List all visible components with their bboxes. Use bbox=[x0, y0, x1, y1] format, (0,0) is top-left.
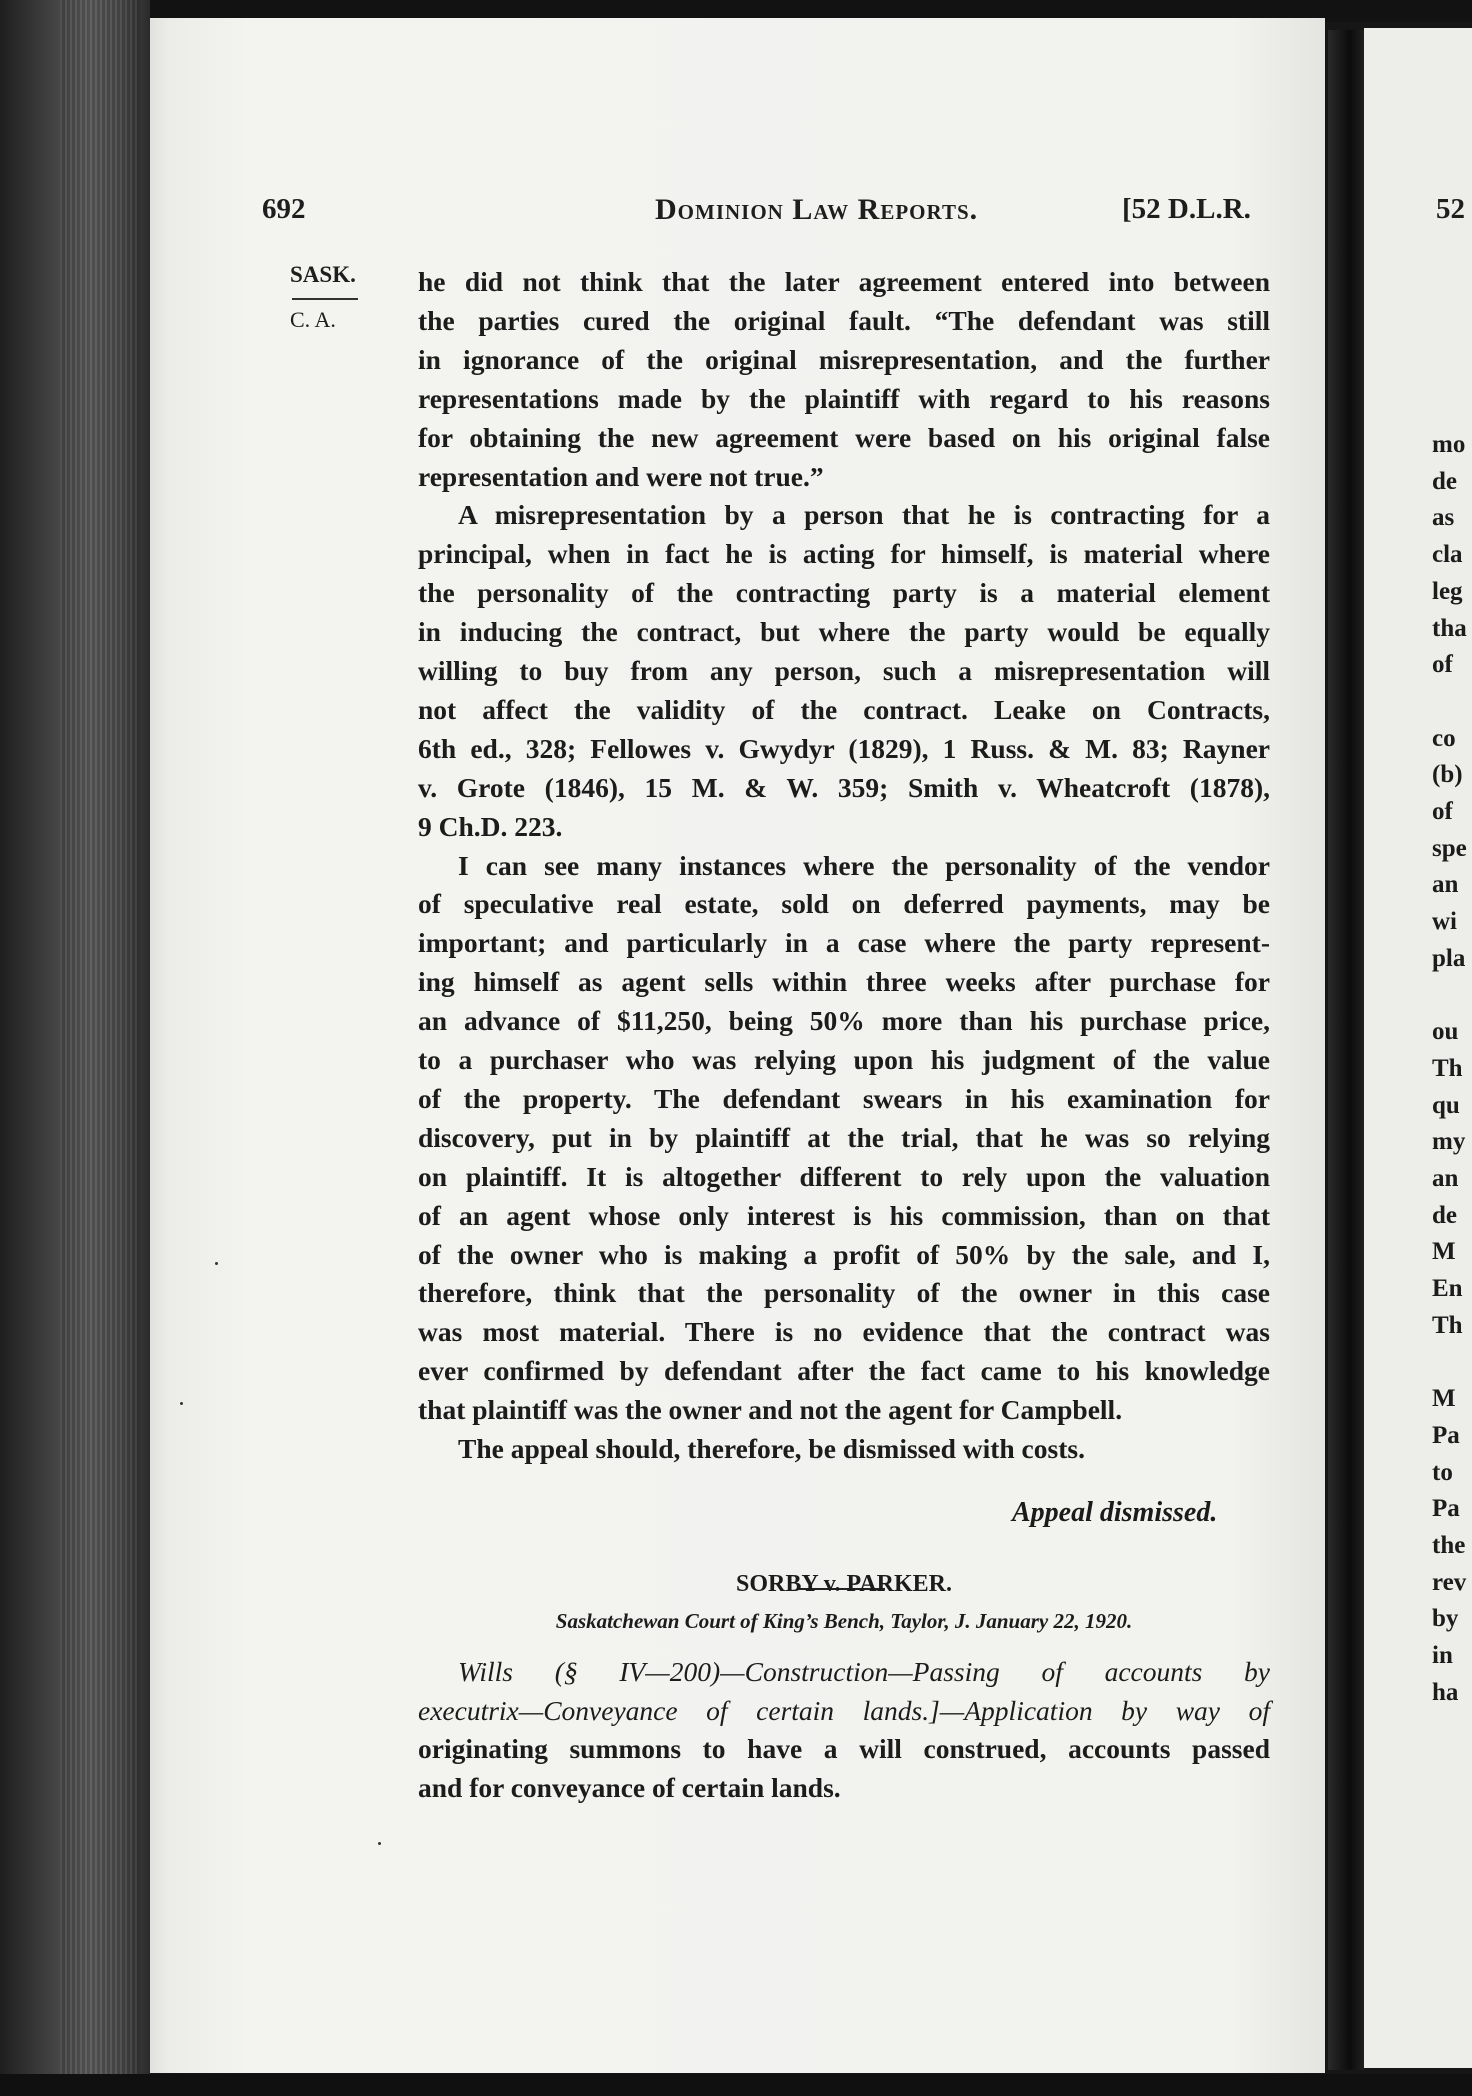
body-line: of an agent whose only interest is his commission, than on that bbox=[418, 1199, 1270, 1231]
facing-line-fragment: by bbox=[1432, 1605, 1459, 1633]
body-line: the personality of the contracting party is a material element bbox=[418, 577, 1270, 609]
facing-line-fragment: M bbox=[1432, 1238, 1456, 1266]
body-line: The appeal should, therefore, be dismissed with costs. bbox=[458, 1433, 1085, 1464]
scan-speck bbox=[378, 1842, 381, 1845]
facing-line-fragment: (b) bbox=[1432, 761, 1463, 789]
court-line: Saskatchewan Court of King’s Bench, Taylor, J. January 22, 1920. bbox=[555, 1609, 1133, 1633]
facing-line-fragment: as bbox=[1432, 504, 1455, 532]
facing-line-fragment: co bbox=[1432, 724, 1456, 752]
page-number: 692 bbox=[262, 193, 306, 225]
facing-line-fragment: tha bbox=[1432, 614, 1467, 642]
body-line: an advance of $11,250, being 50% more than his purchase price, bbox=[418, 1005, 1270, 1037]
scan-speck bbox=[180, 1402, 183, 1405]
facing-line-fragment: rev bbox=[1432, 1568, 1467, 1596]
facing-line-fragment: spe bbox=[1432, 834, 1467, 862]
volume-reference: [52 D.L.R. bbox=[1122, 193, 1251, 225]
facing-line-fragment: qu bbox=[1432, 1091, 1460, 1119]
running-title: Dominion Law Reports. bbox=[655, 193, 979, 226]
body-line: ing himself as agent sells within three weeks after purchase for bbox=[418, 966, 1270, 998]
facing-line-fragment: my bbox=[1432, 1128, 1466, 1156]
body-line: discovery, put in by plaintiff at the trial, that he was so relying bbox=[418, 1121, 1270, 1153]
body-line: A misrepresentation by a person that he is contracting for a bbox=[458, 499, 1270, 531]
facing-line-fragment: cla bbox=[1432, 541, 1463, 569]
body-line: that plaintiff was the owner and not the agent for Campbell. bbox=[418, 1394, 1123, 1426]
spine-texture bbox=[60, 0, 140, 2096]
facing-line-fragment: to bbox=[1432, 1458, 1453, 1486]
facing-line-fragment: leg bbox=[1432, 577, 1463, 605]
facing-line-fragment: Th bbox=[1432, 1054, 1463, 1082]
body-line: not affect the validity of the contract. Leake on Contracts, bbox=[418, 693, 1270, 725]
book-gutter bbox=[1328, 30, 1364, 2070]
body-line: I can see many instances where the personality of the vendor bbox=[458, 849, 1270, 881]
body-line: v. Grote (1846), 15 M. & W. 359; Smith v. Wheatcroft (1878), bbox=[418, 771, 1270, 803]
headnote-line: originating summons to have a will construed, accounts passed bbox=[418, 1733, 1270, 1764]
headnote-line: and for conveyance of certain lands. bbox=[418, 1771, 841, 1803]
facing-line-fragment: Pa bbox=[1432, 1495, 1460, 1523]
facing-line-fragment: in bbox=[1432, 1642, 1453, 1670]
body-line: important; and particularly in a case where the party represent- bbox=[418, 927, 1270, 959]
body-line: in ignorance of the original misrepresentation, and the further bbox=[418, 343, 1270, 375]
scan-speck bbox=[215, 1262, 218, 1265]
body-line: 6th ed., 328; Fellowes v. Gwydyr (1829), 1 Russ. & M. 83; Rayner bbox=[418, 732, 1270, 764]
body-line: was most material. There is no evidence that the contract was bbox=[418, 1316, 1270, 1348]
facing-line-fragment: ou bbox=[1432, 1018, 1459, 1046]
facing-line-fragment: de bbox=[1432, 1201, 1457, 1229]
body-line: in inducing the contract, but where the party would be equally bbox=[418, 616, 1270, 648]
body-line: he did not think that the later agreement entered into between bbox=[418, 266, 1270, 297]
margin-rule bbox=[292, 298, 358, 300]
facing-line-fragment: Pa bbox=[1432, 1421, 1460, 1449]
body-line: ever confirmed by defendant after the fact came to his knowledge bbox=[418, 1355, 1270, 1387]
facing-line-fragment: of bbox=[1432, 651, 1453, 679]
facing-line-fragment: wi bbox=[1432, 908, 1457, 936]
body-line: principal, when in fact he is acting for himself, is material where bbox=[418, 538, 1270, 570]
body-line: therefore, think that the personality of the owner in this case bbox=[418, 1277, 1270, 1309]
facing-line-fragment: of bbox=[1432, 798, 1453, 825]
facing-line-fragment: an bbox=[1432, 871, 1459, 899]
margin-court: C. A. bbox=[290, 307, 336, 332]
facing-line-fragment: de bbox=[1432, 467, 1457, 495]
facing-line-fragment: ha bbox=[1432, 1678, 1459, 1706]
disposition: Appeal dismissed. bbox=[1012, 1497, 1218, 1528]
scan-bottom-border bbox=[0, 2074, 1472, 2096]
body-line: on plaintiff. It is altogether different to rely upon the valuation bbox=[418, 1160, 1270, 1192]
body-line: for obtaining the new agreement were based on his original false bbox=[418, 421, 1270, 453]
facing-line-fragment: M bbox=[1432, 1385, 1456, 1413]
body-line: willing to buy from any person, such a misrepresentation will bbox=[418, 655, 1270, 686]
facing-line-fragment: En bbox=[1432, 1275, 1463, 1303]
body-line: of speculative real estate, sold on deferred payments, may be bbox=[418, 888, 1270, 920]
facing-line-fragment: the bbox=[1432, 1532, 1466, 1559]
facing-line-fragment: pla bbox=[1432, 944, 1466, 972]
margin-jurisdiction: SASK. bbox=[290, 262, 356, 287]
book-spine bbox=[0, 0, 150, 2096]
body-line: of the property. The defendant swears in his examination for bbox=[418, 1082, 1270, 1114]
headnote-line: executrix—Conveyance of certain lands.]—Application by way of bbox=[418, 1694, 1270, 1726]
body-line: the parties cured the original fault. “The defendant was still bbox=[418, 304, 1270, 336]
case-title: SORBY v. PARKER. bbox=[735, 1571, 953, 1597]
body-line: representations made by the plaintiff with regard to his reasons bbox=[418, 382, 1270, 414]
headnote-line: Wills (§ IV—200)—Construction—Passing of accounts by bbox=[458, 1656, 1270, 1687]
facing-page-number-fragment: 52 bbox=[1436, 193, 1465, 225]
facing-line-fragment: mo bbox=[1432, 431, 1466, 458]
body-line: of the owner who is making a profit of 50% by the sale, and I, bbox=[418, 1238, 1270, 1270]
body-line: 9 Ch.D. 223. bbox=[418, 810, 563, 842]
facing-line-fragment: an bbox=[1432, 1165, 1459, 1192]
body-line: to a purchaser who was relying upon his judgment of the value bbox=[418, 1044, 1270, 1075]
facing-line-fragment: Th bbox=[1432, 1311, 1463, 1339]
body-line: representation and were not true.” bbox=[418, 460, 824, 492]
